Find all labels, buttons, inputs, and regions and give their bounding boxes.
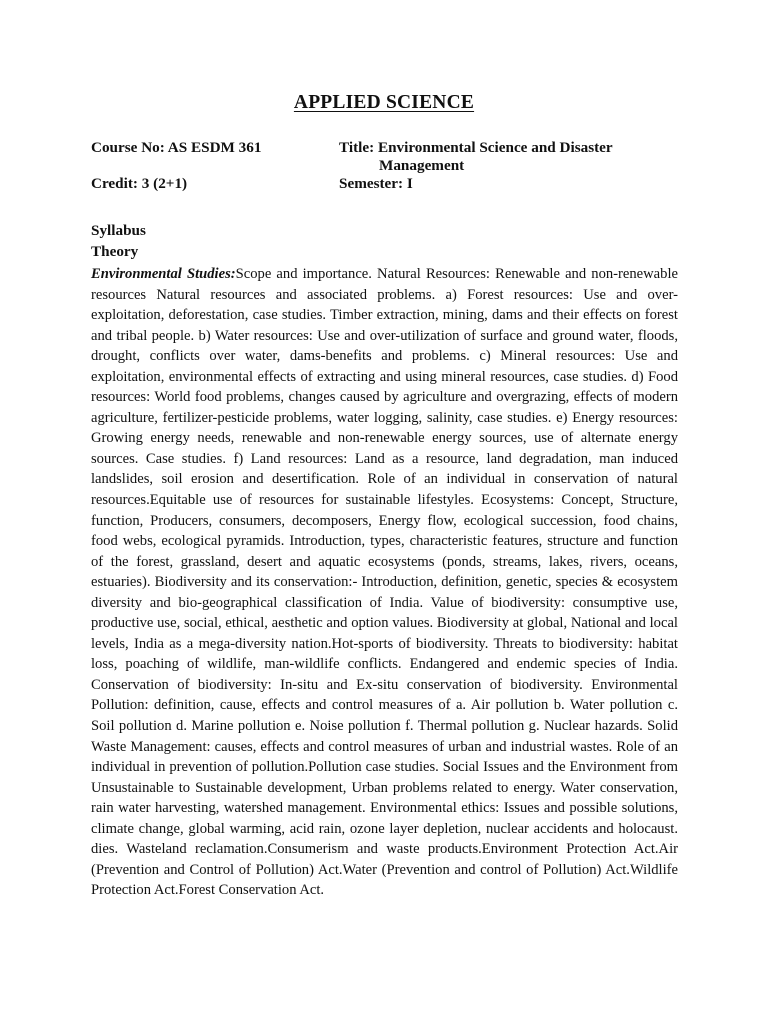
syllabus-body-text: Scope and importance. Natural Resources: Renewable and non-renewable resources Natural resources and associated problems. a) Forest resources: Use and over-exploitation, deforestation, case studies. Timber extraction, mining, dams and their effects on forest and tribal people. b) Water resources: Use and over-utilization of surface and ground water, floods, drought, conflicts over water, dams-benefits and problems. c) Mineral resources: Use and exploitation, environmental effects of extracting and using mineral resources, case studies. d) Food resources: World food problems, changes caused by agriculture and overgrazing, effects of modern agriculture, fertilizer-pesticide problems, water logging, salinity, case studies. e) Energy resources: Growing energy needs, renewable and non-renewable energy sources, use of alternate energy sources. Case studies. f) Land resources: Land as a resource, land degradation, man induced landslides, soil erosion and desertification. Role of an individual in conservation of natural resources.Equitable use of resources for sustainable lifestyles. Ecosystems: Concept, Structure, function, Producers, consumers, decomposers, Energy flow, ecological succession, food chains, food webs, ecological pyramids. Introduction, types, characteristic features, structure and function of the forest, grassland, desert and aquatic ecosystems (ponds, streams, lakes, rivers, oceans, estuaries). Biodiversity and its conservation:- Introduction, definition, genetic, species & ecosystem diversity and bio-geographical classification of India. Value of biodiversity: consumptive use, productive use, social, ethical, aesthetic and option values. Biodiversity at global, National and local levels, India as a mega-diversity nation.Hot-sports of biodiversity. Threats to biodiversity: habitat loss, poaching of wildlife, man-wildlife conflicts. Endangered and endemic species of India. Conservation of biodiversity: In-situ and Ex-situ conservation of biodiversity. Environmental Pollution: definition, cause, effects and control measures of a. Air pollution b. Water pollution c. Soil pollution d. Marine pollution e. Noise pollution f. Thermal pollution g. Nuclear hazards. Solid Waste Management: causes, effects and control measures of urban and industrial wastes. Role of an individual in prevention of pollution.Pollution case studies. Social Issues and the Environment from Unsustainable to Sustainable development, Urban problems related to energy. Water conservation, rain water harvesting, watershed management. Environmental ethics: Issues and possible solutions, climate change, global warming, acid rain, ozone layer depletion, nuclear accidents and holocaust. dies. Wasteland reclamation.Consumerism and waste products.Environment Protection Act.Air (Prevention and Control of Pollution) Act.Water (Prevention and control of Pollution) Act.Wildlife Protection Act.Forest Conservation Act. — [91, 266, 678, 899]
course-title: Title: Environmental Science and Disaster — [339, 139, 613, 156]
syllabus-heading: Syllabus — [91, 222, 146, 239]
course-title-continuation: Management — [379, 157, 465, 174]
course-number: Course No: AS ESDM 361 — [91, 139, 262, 156]
lead-term: Environmental Studies: — [91, 266, 236, 282]
document-title: APPLIED SCIENCE — [293, 92, 475, 113]
theory-heading: Theory — [91, 243, 139, 260]
semester-info: Semester: I — [339, 175, 413, 192]
credit-info: Credit: 3 (2+1) — [91, 175, 188, 192]
syllabus-body — [91, 264, 678, 901]
